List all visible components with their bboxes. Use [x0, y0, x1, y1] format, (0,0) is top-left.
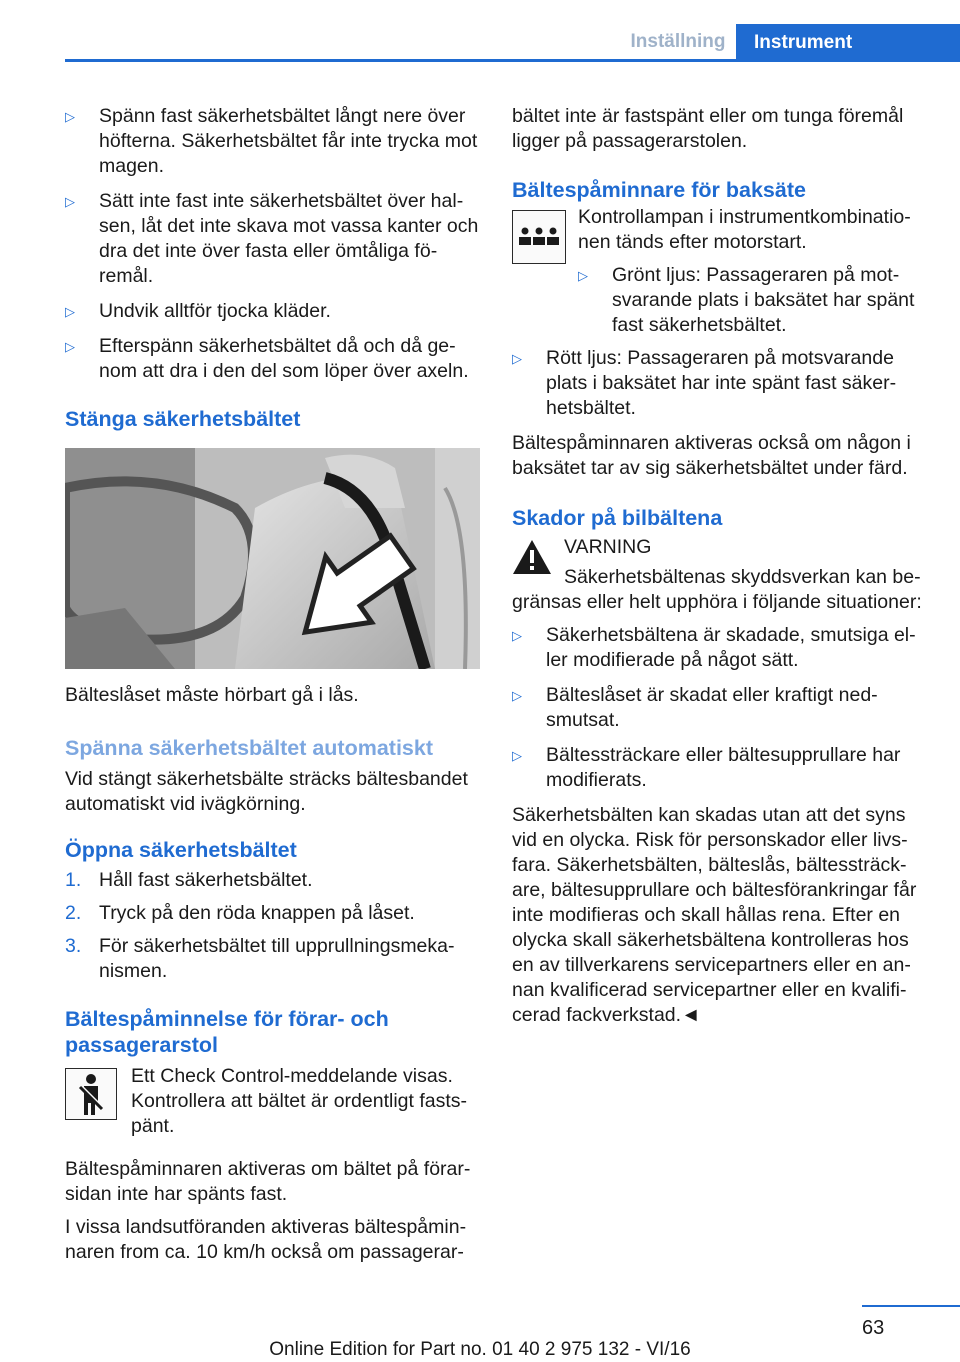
step-number: 1. [65, 869, 82, 891]
list-item [65, 104, 480, 179]
triangle-right-icon: ▷ [512, 628, 522, 643]
triangle-right-icon: ▷ [578, 268, 588, 283]
list-item [512, 743, 930, 793]
heading-auto-tighten: Spänna säkerhetsbältet automatiskt [65, 736, 434, 760]
triangle-right-icon: ▷ [512, 748, 522, 763]
damage-text: Säkerhetsbälten kan skadas utan att det syns vid en olycka. Risk för personskador eller livsfara. Säkerhetsbälten, bälteslås, bältessträckare, bältesupprullare och bältesförankringar får inte modifieras och skall hållas rena. Efter en olycka skall säkerhetsbältena kontrolleras hos en av tillverkarens servicepartners eller en annan kvalificerad servicepartner eller en kvalificerad fackverkstad.◄ [512, 804, 917, 1026]
tab-instrument[interactable]: Instrument [736, 24, 960, 62]
triangle-right-icon: ▷ [65, 109, 75, 124]
rear-text: Bältespåminnaren aktiveras också om någon i baksätet tar av sig säkerhetsbältet under färd. [512, 432, 911, 479]
reminder-icon-text: Ett Check Control-meddelande visas. Kontrollera att bältet är ordentligt fastspänt. [131, 1065, 468, 1137]
right-column [512, 104, 930, 1028]
list-item [512, 683, 930, 733]
continued-text: bältet inte är fastspänt eller om tunga föremål ligger på passagerarstolen. [512, 105, 904, 152]
step-text: Håll fast säkerhetsbältet. [99, 869, 313, 891]
triangle-right-icon: ▷ [512, 688, 522, 703]
step-text: För säkerhetsbältet till upprullningsmekanismen. [99, 935, 455, 982]
reminder-text-1: Bältespåminnaren aktiveras om bältet på förarsidan inte har spänts fast. [65, 1158, 471, 1205]
triangle-right-icon: ▷ [65, 194, 75, 209]
rear-icon-text: Kontrollampan i instrumentkombinationen tänds efter motorstart. [578, 206, 911, 253]
heading-damage: Skador på bilbältena [512, 506, 723, 530]
list-item-text: Spänn fast säkerhetsbältet långt nere över höfterna. Säkerhetsbältet får inte trycka mot magen. [99, 105, 478, 177]
page-number-rule [862, 1305, 960, 1307]
heading-rear-reminder: Bältespåminnare för baksäte [512, 178, 806, 202]
heading-open-belt: Öppna säkerhetsbältet [65, 838, 297, 862]
step-number: 2. [65, 902, 82, 924]
seatbelt-icon [65, 1068, 117, 1120]
list-item [65, 299, 480, 324]
warning-triangle-icon [512, 539, 552, 575]
list-item [65, 334, 480, 384]
list-item-text: Bältessträckare eller bältesupprullare har modifierats. [546, 744, 901, 791]
left-column [65, 104, 480, 1265]
warning-block [512, 535, 930, 615]
rear-seat-occupants-icon [512, 210, 566, 264]
reminder-icon-block [65, 1064, 480, 1139]
step-number: 3. [65, 935, 82, 957]
list-item-text: Undvik alltför tjocka kläder. [99, 300, 331, 322]
list-item-text: Rött ljus: Passageraren på motsvarande plats i baksätet har inte spänt fast säkerhetsbältet. [546, 347, 897, 419]
triangle-right-icon: ▷ [65, 304, 75, 319]
list-item-text: Sätt inte fast inte säkerhetsbältet över halsen, låt det inte skava mot vassa kanter och dra det inte över fasta eller ömtåliga föremål. [99, 190, 479, 287]
photo-caption: Bälteslåset måste hörbart gå i lås. [65, 684, 359, 706]
list-item-text: Efterspänn säkerhetsbältet då och då genom att dra i den del som löper över axeln. [99, 335, 469, 382]
step-item [65, 901, 480, 926]
list-item-text: Säkerhetsbältena är skadade, smutsiga eller modifierade på något sätt. [546, 624, 916, 671]
heading-belt-reminder: Bältespåminnelse för förar- och passagerarstol [65, 1007, 389, 1057]
auto-text: Vid stängt säkerhetsbälte sträcks bältesbandet automatiskt vid ivägkörning. [65, 768, 468, 815]
seatbelt-buckle-photo [65, 448, 480, 669]
list-item [578, 263, 930, 338]
header-rule [65, 59, 960, 62]
step-item [65, 934, 480, 984]
list-item-text: Grönt ljus: Passageraren på motsvarande plats i baksätet har spänt fast säkerhetsbältet. [612, 264, 915, 336]
rear-icon-block [512, 205, 930, 338]
step-item [65, 868, 480, 893]
triangle-right-icon: ▷ [512, 351, 522, 366]
list-item [65, 189, 480, 289]
edition-footer: Online Edition for Part no. 01 40 2 975 132 - VI/16 [269, 1339, 691, 1360]
warning-text: Säkerhetsbältenas skyddsverkan kan begränsas eller helt upphöra i följande situationer: [512, 566, 922, 613]
list-item [512, 346, 930, 421]
heading-close-belt: Stänga säkerhetsbältet [65, 407, 301, 431]
warning-label: VARNING [564, 536, 652, 558]
list-item [512, 623, 930, 673]
step-text: Tryck på den röda knappen på låset. [99, 902, 415, 924]
tab-installning[interactable]: Inställning [630, 31, 726, 52]
page-number: 63 [862, 1317, 885, 1339]
triangle-right-icon: ▷ [65, 339, 75, 354]
list-item-text: Bälteslåset är skadat eller kraftigt nedsmutsat. [546, 684, 878, 731]
reminder-text-2: I vissa landsutföranden aktiveras bältespåminnaren from ca. 10 km/h också om passagerar- [65, 1216, 467, 1263]
